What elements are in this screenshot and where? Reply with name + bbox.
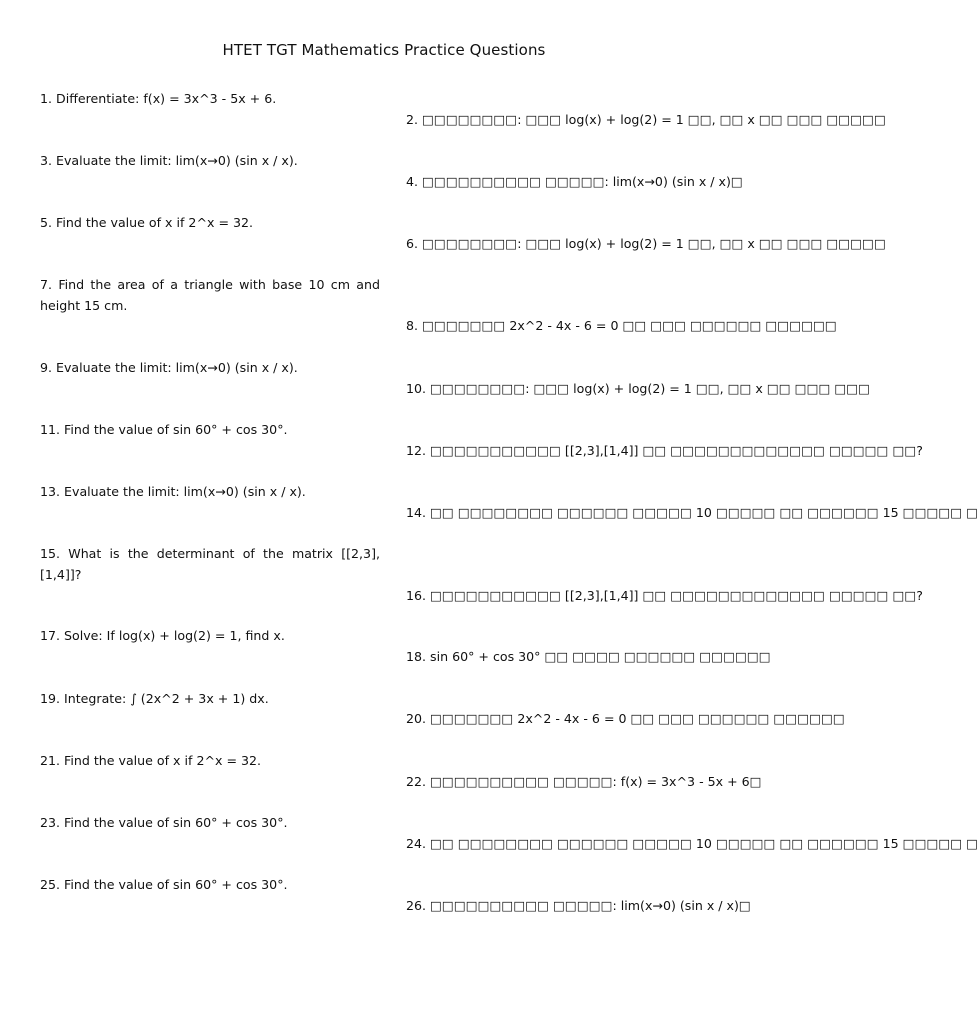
question-13: 13. Evaluate the limit: lim(x→0) (sin x / x). bbox=[40, 484, 306, 499]
question-21: 21. Find the value of x if 2^x = 32. bbox=[40, 753, 262, 768]
question-17: 17. Solve: If log(x) + log(2) = 1, find x. bbox=[40, 628, 285, 643]
question-22: 22. □□□□□□□□□□ □□□□□: f(x) = 3x^3 - 5x + 6□ bbox=[406, 774, 762, 789]
page-title: HTET TGT Mathematics Practice Questions bbox=[222, 41, 546, 59]
question-24: 24. □□ □□□□□□□□ □□□□□□ □□□□□ 10 □□□□□ □□ □□□□□□ 15 □□□□□ □ bbox=[406, 836, 978, 851]
question-18: 18. sin 60° + cos 30° □□ □□□□ □□□□□□ □□□□□□ bbox=[406, 649, 771, 664]
question-23: 23. Find the value of sin 60° + cos 30°. bbox=[40, 815, 288, 830]
question-15: 15. What is the determinant of the matrix [[2,3],[1,4]]? bbox=[40, 546, 380, 582]
question-26: 26. □□□□□□□□□□ □□□□□: lim(x→0) (sin x / x)□ bbox=[406, 898, 751, 913]
question-14: 14. □□ □□□□□□□□ □□□□□□ □□□□□ 10 □□□□□ □□ □□□□□□ 15 □□□□□ □ bbox=[406, 505, 978, 520]
question-4: 4. □□□□□□□□□□ □□□□□: lim(x→0) (sin x / x)□ bbox=[406, 174, 743, 189]
question-16: 16. □□□□□□□□□□□ [[2,3],[1,4]] □□ □□□□□□□□□□□□□ □□□□□ □□? bbox=[406, 588, 923, 603]
question-19: 19. Integrate: ∫ (2x^2 + 3x + 1) dx. bbox=[40, 691, 269, 706]
question-9: 9. Evaluate the limit: lim(x→0) (sin x / x). bbox=[40, 360, 298, 375]
question-3: 3. Evaluate the limit: lim(x→0) (sin x / x). bbox=[40, 153, 298, 168]
question-2: 2. □□□□□□□□: □□□ log(x) + log(2) = 1 □□, □□ x □□ □□□ □□□□□ bbox=[406, 112, 886, 127]
question-20: 20. □□□□□□□ 2x^2 - 4x - 6 = 0 □□ □□□ □□□□□□ □□□□□□ bbox=[406, 711, 845, 726]
question-6: 6. □□□□□□□□: □□□ log(x) + log(2) = 1 □□, □□ x □□ □□□ □□□□□ bbox=[406, 236, 886, 251]
question-1: 1. Differentiate: f(x) = 3x^3 - 5x + 6. bbox=[40, 91, 277, 106]
question-10: 10. □□□□□□□□: □□□ log(x) + log(2) = 1 □□, □□ x □□ □□□ □□□ bbox=[406, 381, 871, 396]
question-11: 11. Find the value of sin 60° + cos 30°. bbox=[40, 422, 288, 437]
question-25: 25. Find the value of sin 60° + cos 30°. bbox=[40, 877, 288, 892]
question-12: 12. □□□□□□□□□□□ [[2,3],[1,4]] □□ □□□□□□□□□□□□□ □□□□□ □□? bbox=[406, 443, 923, 458]
question-5: 5. Find the value of x if 2^x = 32. bbox=[40, 215, 254, 230]
question-7: 7. Find the area of a triangle with base 10 cm and height 15 cm. bbox=[40, 277, 380, 313]
question-8: 8. □□□□□□□ 2x^2 - 4x - 6 = 0 □□ □□□ □□□□□□ □□□□□□ bbox=[406, 318, 837, 333]
